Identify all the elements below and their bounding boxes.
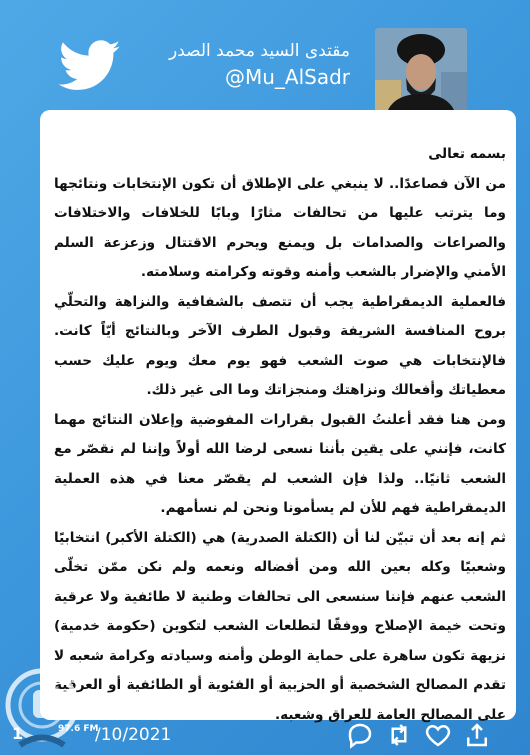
- tweet-greeting: بسمه تعالى: [428, 146, 506, 162]
- page-count: 1: [12, 724, 24, 743]
- share-icon[interactable]: [462, 720, 492, 750]
- twitter-bird-icon: [58, 40, 122, 92]
- radio-frequency: 97.6 FM: [58, 724, 99, 734]
- tweet-date: /10/2021: [95, 725, 172, 745]
- tweet-paragraph-1: من الآن فصاعدًا.. لا ينبغي على الإطلاق أن تكون الإنتخابات ونتائجها وما يترتب عليها من تحالفات مثارًا وبابًا للخلافات والاختلافات والصراعات والصدامات بل ويمنع ويحرم الاقتتال وزعزعة السلم الأمني والإضرار بالشعب وأمنه وقوته وكرامته وسلامته.: [54, 175, 506, 280]
- avatar: [375, 28, 467, 120]
- tweet-paragraph-3: ومن هنا فقد أعلنتُ القبول بقرارات المفوضية وإعلان النتائج مهما كانت، فإنني على يقين بأننا نسعى لرضا الله أولاً وإننا لم نقصّر مع الشعب ثانيًا.. ولذا فإن الشعب لم يقصّر معنا في هذه العملية الديمقراطية فهم للأن لم يسأمونا ونحن لم نسأمهم.: [54, 411, 506, 516]
- account-handle: @Mu_AlSadr: [224, 65, 350, 89]
- tweet-text: [54, 140, 506, 730]
- tweet-paragraph-2: فالعملية الديمقراطية يجب أن تتصف بالشفافية والنزاهة والتحلّي بروح المنافسة الشريفة وقبول الطرف الآخر وبالنتائج أيّاً كانت. فالإنتخابات هي صوت الشعب فهو يوم معك ويوم عليك حسب معطياتك وأفعالك ونزاهتك ومنجزاتك وما الى غير ذلك.: [54, 293, 506, 398]
- tweet-paragraph-4: ثم إنه بعد أن تبيّن لنا أن (الكتلة الصدرية) هي (الكتلة الأكبر) انتخابيًا وشعبيًا وكله بعين الله ومن أفضاله ونعمه ولم نكن ممّن تخلّى الشعب عنهم فإننا سنسعى الى تحالفات وطنية لا طائفية ولا عرقية وتحت خيمة الإصلاح ووفقًا لتطلعات الشعب لتكوين (حكومة خدمية) نزيهة تكون ساهرة على حماية الوطن وأمنه وسيادته وكرامة شعبه لا تقدم المصالح الشخصية أو الحزبية أو الفئوية أو الطائفية أو العرقية على المصالح العامة للعراق وشعبه.: [54, 529, 506, 723]
- account-name: مقتدى السيد محمد الصدر: [168, 41, 350, 61]
- like-icon[interactable]: [423, 720, 453, 750]
- reply-icon[interactable]: [345, 720, 375, 750]
- retweet-icon[interactable]: [384, 720, 414, 750]
